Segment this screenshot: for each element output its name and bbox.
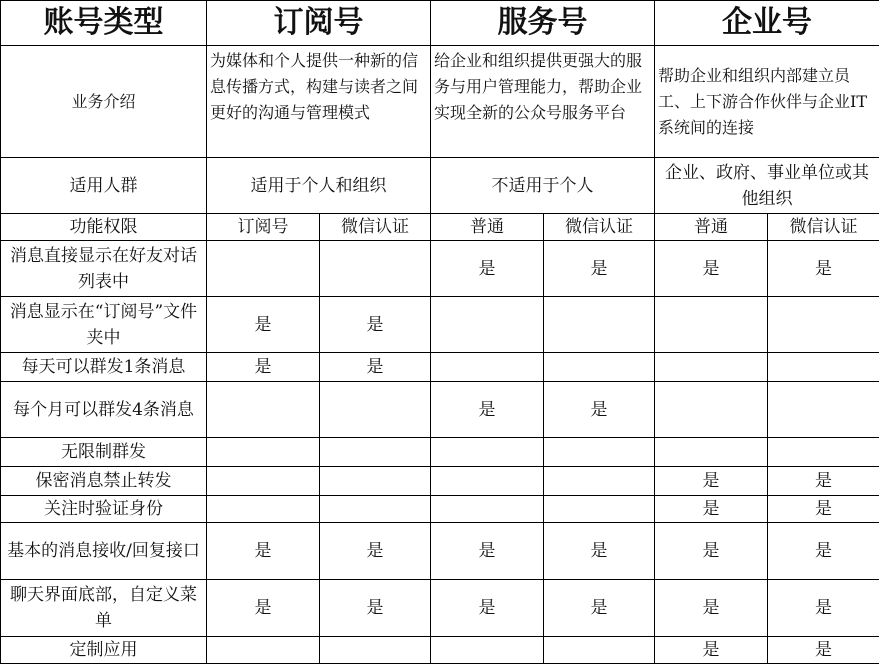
feature-row	[1, 353, 879, 382]
feature-cell: 是	[544, 382, 655, 438]
feature-cell: 是	[655, 467, 768, 496]
feature-cell	[320, 438, 431, 467]
feature-cell	[768, 438, 879, 467]
feature-cell	[544, 353, 655, 382]
feature-label: 保密消息禁止转发	[1, 467, 207, 496]
feature-row	[1, 637, 879, 664]
feature-row	[1, 580, 879, 637]
header-row	[1, 1, 879, 46]
feature-cell	[768, 353, 879, 382]
feature-cell	[431, 353, 544, 382]
feature-cell: 是	[768, 241, 879, 297]
feature-cell: 是	[207, 353, 320, 382]
feature-cell: 是	[768, 637, 879, 664]
intro-label: 业务介绍	[1, 46, 207, 158]
feature-cell: 是	[431, 241, 544, 297]
feature-cell	[320, 637, 431, 664]
feature-cell	[207, 496, 320, 523]
feature-label: 关注时验证身份	[1, 496, 207, 523]
feature-row	[1, 382, 879, 438]
feature-cell	[431, 496, 544, 523]
feature-cell: 是	[768, 467, 879, 496]
feature-cell	[207, 241, 320, 297]
feature-cell	[655, 438, 768, 467]
feature-cell	[320, 496, 431, 523]
feature-cell: 是	[207, 297, 320, 353]
feature-cell	[655, 382, 768, 438]
intro-enterprise: 帮助企业和组织内部建立员工、上下游合作伙伴与企业IT系统间的连接	[655, 46, 879, 158]
feature-row	[1, 467, 879, 496]
feature-cell	[207, 438, 320, 467]
feature-cell	[768, 297, 879, 353]
feature-cell: 是	[320, 297, 431, 353]
feature-cell	[431, 637, 544, 664]
intro-service: 给企业和组织提供更强大的服务与用户管理能力，帮助企业实现全新的公众号服务平台	[431, 46, 655, 158]
feature-label: 基本的消息接收/回复接口	[1, 523, 207, 580]
feature-cell: 是	[431, 523, 544, 580]
subheader-svc-verified: 微信认证	[544, 214, 655, 241]
feature-label: 消息直接显示在好友对话列表中	[1, 241, 207, 297]
header-subscription: 订阅号	[207, 1, 431, 46]
feature-cell: 是	[431, 580, 544, 637]
intro-row	[1, 46, 879, 158]
feature-cell: 是	[768, 580, 879, 637]
feature-label: 每个月可以群发4条消息	[1, 382, 207, 438]
feature-cell: 是	[655, 580, 768, 637]
feature-cell	[655, 297, 768, 353]
audience-enterprise: 企业、政府、事业单位或其他组织	[655, 158, 879, 214]
subheader-ent-verified: 微信认证	[768, 214, 879, 241]
feature-row	[1, 496, 879, 523]
header-enterprise: 企业号	[655, 1, 879, 46]
feature-label: 定制应用	[1, 637, 207, 664]
audience-label: 适用人群	[1, 158, 207, 214]
feature-cell: 是	[544, 523, 655, 580]
feature-cell: 是	[320, 523, 431, 580]
feature-cell	[431, 297, 544, 353]
subheader-row	[1, 214, 879, 241]
feature-cell	[431, 438, 544, 467]
feature-cell	[431, 467, 544, 496]
subheader-sub-verified: 微信认证	[320, 214, 431, 241]
feature-label: 无限制群发	[1, 438, 207, 467]
feature-cell: 是	[320, 353, 431, 382]
feature-rows	[1, 241, 879, 664]
feature-cell	[544, 637, 655, 664]
subheader-svc-plain: 普通	[431, 214, 544, 241]
subheader-ent-plain: 普通	[655, 214, 768, 241]
feature-cell	[320, 382, 431, 438]
feature-label: 消息显示在“订阅号”文件夹中	[1, 297, 207, 353]
feature-row	[1, 523, 879, 580]
feature-cell: 是	[655, 637, 768, 664]
audience-row	[1, 158, 879, 214]
feature-cell	[655, 353, 768, 382]
feature-label: 聊天界面底部，自定义菜单	[1, 580, 207, 637]
feature-cell: 是	[207, 523, 320, 580]
feature-row	[1, 438, 879, 467]
feature-cell	[768, 382, 879, 438]
subheader-label: 功能权限	[1, 214, 207, 241]
feature-cell	[544, 496, 655, 523]
feature-cell: 是	[655, 523, 768, 580]
feature-cell	[207, 382, 320, 438]
subheader-sub-plain: 订阅号	[207, 214, 320, 241]
feature-cell: 是	[655, 241, 768, 297]
feature-cell: 是	[431, 382, 544, 438]
feature-cell	[544, 467, 655, 496]
intro-subscription: 为媒体和个人提供一种新的信息传播方式，构建与读者之间更好的沟通与管理模式	[207, 46, 431, 158]
feature-cell	[207, 467, 320, 496]
feature-cell	[544, 438, 655, 467]
feature-cell: 是	[655, 496, 768, 523]
feature-label: 每天可以群发1条消息	[1, 353, 207, 382]
feature-cell	[207, 637, 320, 664]
feature-cell: 是	[207, 580, 320, 637]
feature-cell: 是	[544, 580, 655, 637]
header-service: 服务号	[431, 1, 655, 46]
feature-row	[1, 241, 879, 297]
feature-row	[1, 297, 879, 353]
feature-cell	[320, 467, 431, 496]
feature-cell: 是	[544, 241, 655, 297]
audience-service: 不适用于个人	[431, 158, 655, 214]
feature-cell: 是	[768, 496, 879, 523]
feature-cell: 是	[768, 523, 879, 580]
header-account-type: 账号类型	[1, 1, 207, 46]
feature-cell	[544, 297, 655, 353]
audience-subscription: 适用于个人和组织	[207, 158, 431, 214]
feature-cell	[320, 241, 431, 297]
feature-cell: 是	[320, 580, 431, 637]
